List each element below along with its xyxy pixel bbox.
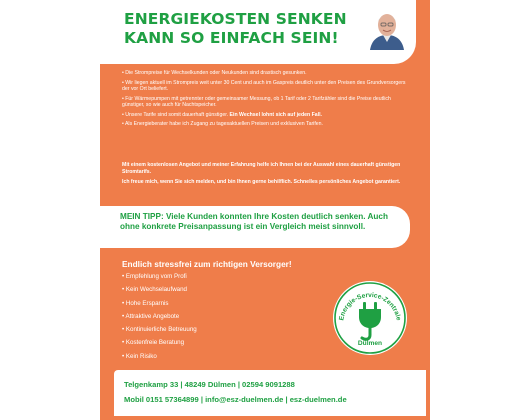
headline <box>124 10 347 48</box>
header-banner <box>100 0 416 64</box>
bullet-item: • Als Energieberater habe ich Zugang zu tagesaktuellen Preisen und exklusiven Tarifen. <box>122 121 323 128</box>
offer-paragraph-1: Mit einem kostenlosen Angebot und meiner Erfahrung helfe ich Ihnen bei der Auswahl eines dauerhaft günstigen Stromtarifs. <box>122 162 401 175</box>
price-bullet-list <box>122 70 412 131</box>
benefit-item: • Kein Wechselaufwand <box>122 286 187 294</box>
benefits-list <box>122 272 197 365</box>
contact-footer <box>114 370 426 416</box>
headline-line-2: KANN SO EINFACH SEIN! <box>124 29 339 47</box>
tip-text: MEIN TIPP: Viele Kunden konnten Ihre Kosten deutlich senken. Auch ohne konkrete Preisanpassung ist ein Vergleich meist sinnvoll. <box>120 212 388 232</box>
bullet-item: • Wir liegen aktuell im Strompreis weit unter 30 Cent und auch im Gaspreis deutlich unter den Preisen des Grundversorgers der vor Ort beliefert. <box>122 79 406 92</box>
benefit-item: • Kein Risiko <box>122 352 157 360</box>
advisor-photo <box>368 8 406 50</box>
bullet-item: • Für Wärmepumpen mit getrennter oder gemeinsamer Messung, ob 1 Tarif oder 2 Tarifzähler sind die Preise deutlich günstiger, so wie auch für Nachtspeicher. <box>122 95 391 108</box>
benefit-item: • Attraktive Angebote <box>122 312 180 320</box>
offer-paragraph-2: Ich freue mich, wenn Sie sich melden, und bin Ihnen gerne behilflich. Schnelles persönliches Angebot garantiert. <box>122 179 401 186</box>
headline-line-1: ENERGIEKOSTEN SENKEN <box>124 10 347 28</box>
bullet-item: • Unsere Tarife sind somit dauerhaft günstiger. Ein Wechsel lohnt sich auf jeden Fall. <box>122 111 322 118</box>
address-line: Telgenkamp 33 | 48249 Dülmen | 02594 9091288 <box>124 380 295 389</box>
benefits-title: Endlich stressfrei zum richtigen Versorger! <box>122 259 292 269</box>
tip-banner <box>100 206 410 248</box>
benefit-item: • Empfehlung vom Profi <box>122 273 187 280</box>
flyer-card <box>100 0 430 420</box>
logo-city: Dülmen <box>357 340 383 347</box>
logo-arc-text: Energie-Service-Zentrale <box>338 292 402 322</box>
company-logo <box>332 280 408 356</box>
bullet-item: • Die Strompreise für Wechselkunden oder Neukunden sind drastisch gesunken. <box>122 70 307 76</box>
benefit-item: • Hohe Ersparnis <box>122 299 169 307</box>
benefit-item: • Kostenfreie Beratung <box>122 339 185 347</box>
benefit-item: • Kontinuierliche Betreuung <box>122 326 197 334</box>
offer-text <box>122 162 412 190</box>
contact-line: Mobil 0151 57364899 | info@esz-duelmen.de | esz-duelmen.de <box>124 395 347 404</box>
